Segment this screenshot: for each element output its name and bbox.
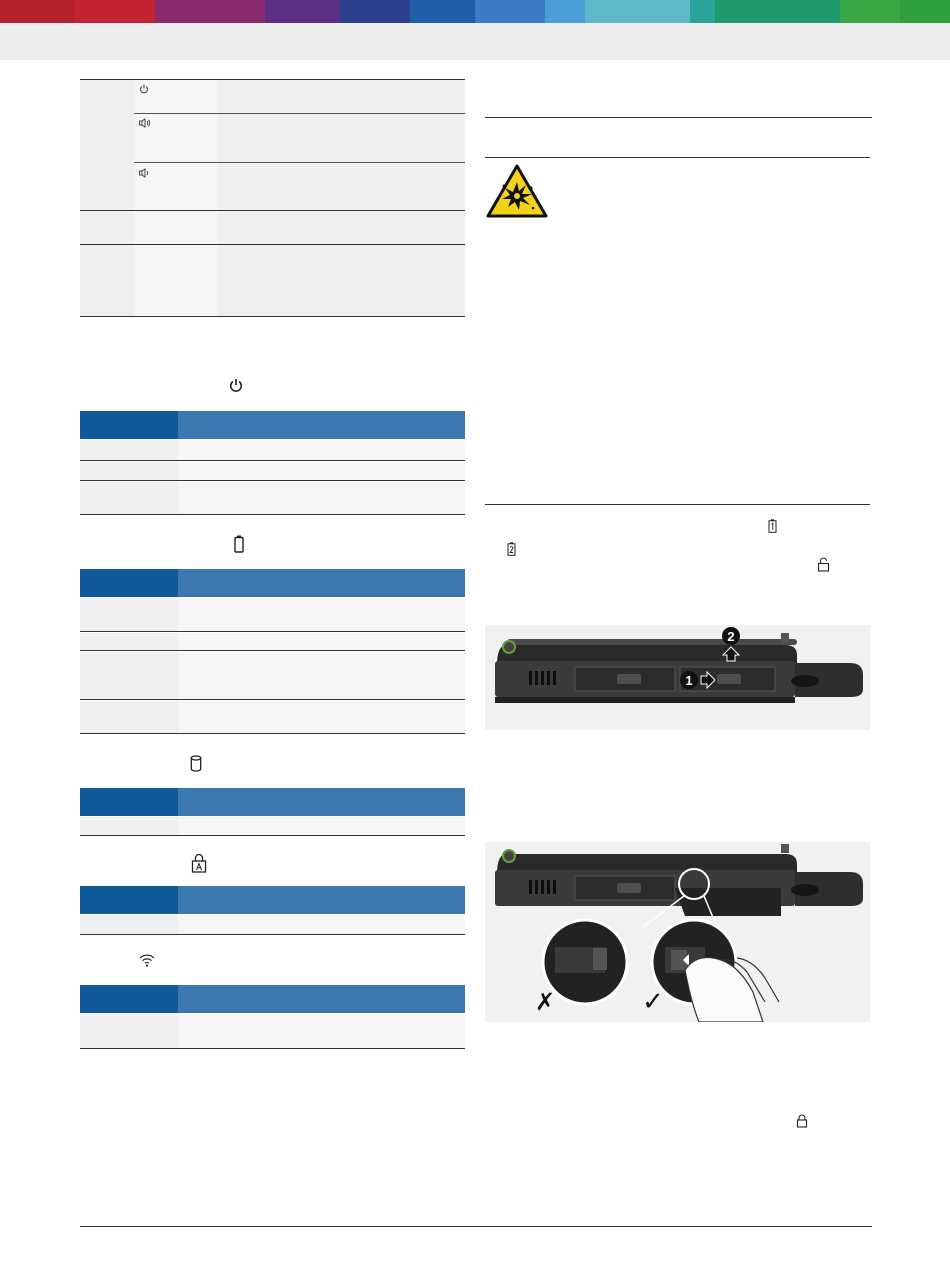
brand-segment	[340, 0, 410, 23]
brand-segment	[155, 0, 265, 23]
power-icon	[139, 84, 149, 94]
brand-segment	[265, 0, 340, 23]
brand-segment	[585, 0, 690, 23]
table-cell	[80, 915, 178, 934]
unlock-icon	[817, 557, 830, 572]
brand-segment	[690, 0, 715, 23]
drive-icon	[190, 755, 202, 773]
section-rule	[485, 504, 870, 505]
section-rule	[485, 117, 872, 118]
svg-text:1: 1	[685, 673, 693, 688]
brand-bar	[0, 0, 950, 23]
table-cell	[80, 701, 178, 733]
section-rule	[485, 157, 870, 158]
figure-battery-release	[485, 625, 870, 730]
table-header-cell	[178, 411, 465, 439]
brand-segment	[840, 0, 900, 23]
table-cell	[134, 245, 218, 316]
table-cell	[218, 80, 465, 210]
table-cell	[178, 462, 465, 480]
table-header-cell	[80, 985, 178, 1013]
explosion-warning-icon	[486, 164, 548, 218]
table-header-cell	[80, 569, 178, 597]
brand-segment	[475, 0, 545, 23]
brand-segment	[410, 0, 475, 23]
table-cell	[134, 211, 218, 244]
footer-rule	[80, 1226, 872, 1227]
brand-segment	[545, 0, 585, 23]
table-cell	[178, 915, 465, 934]
table-cell	[80, 1014, 178, 1048]
caps-lock-icon	[191, 853, 207, 873]
table-cell	[178, 652, 465, 699]
battery-icon	[234, 535, 244, 553]
table-cell	[80, 598, 178, 631]
table-header-cell	[80, 411, 178, 439]
table-header-cell	[80, 788, 178, 816]
table-cell	[80, 440, 178, 460]
brand-segment	[900, 0, 950, 23]
svg-text:2: 2	[727, 629, 735, 644]
table-cell	[178, 701, 465, 733]
battery-slot-1-icon	[768, 519, 777, 533]
table-cell	[80, 652, 178, 699]
table-cell	[178, 817, 465, 835]
brand-segment	[0, 0, 75, 23]
page-header-band	[0, 23, 950, 60]
svg-text:✗: ✗	[534, 988, 556, 1016]
table-cell	[178, 1014, 465, 1048]
table-cell	[80, 633, 178, 650]
table-cell	[134, 80, 218, 210]
volume-icon	[139, 118, 151, 128]
table-cell	[178, 598, 465, 631]
table-cell	[80, 817, 178, 835]
svg-text:✓: ✓	[642, 987, 664, 1017]
figure-latch-check	[485, 842, 870, 1022]
table-cell	[80, 482, 178, 514]
table-cell	[178, 633, 465, 650]
table-header-cell	[178, 985, 465, 1013]
power-icon	[229, 378, 243, 393]
table-cell	[80, 80, 134, 210]
table-header-cell	[178, 788, 465, 816]
wifi-icon	[139, 953, 155, 967]
table-cell	[178, 440, 465, 460]
table-header-cell	[178, 569, 465, 597]
brand-segment	[715, 0, 840, 23]
table-cell	[178, 482, 465, 514]
lock-icon	[796, 1114, 808, 1128]
battery-slot-2-icon	[507, 542, 516, 556]
brand-segment	[75, 0, 155, 23]
volume-icon	[139, 168, 151, 178]
table-header-cell	[80, 886, 178, 914]
table-cell	[80, 462, 178, 480]
table-header-cell	[178, 886, 465, 914]
